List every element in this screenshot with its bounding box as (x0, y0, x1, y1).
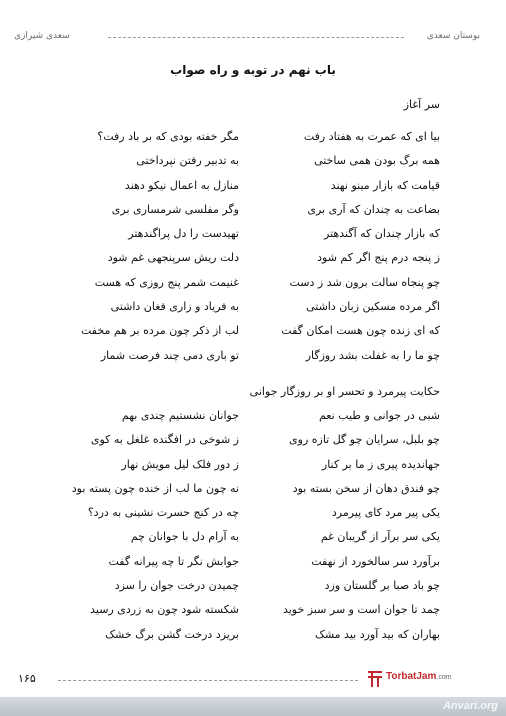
first-hemistich: بهاران که بید آورد بید مشک (315, 627, 440, 641)
verse-line (0, 251, 506, 275)
logo-mark-icon (366, 668, 384, 688)
chapter-title: باب نهم در توبه و راه صواب (170, 63, 336, 77)
second-hemistich: نه چون ما لب از خنده چون پسته بود (71, 481, 239, 495)
first-hemistich: بیا ای که عمرت به هفتاد رفت (303, 130, 440, 143)
second-hemistich: لب از ذکر چون مرده بر هم مخفت (81, 324, 239, 338)
verse-line (0, 300, 506, 324)
second-hemistich: منازل به اعمال نیکو دهند (124, 178, 239, 192)
first-hemistich: چو فندق دهان از سخن بسته بود (292, 481, 440, 495)
verse-line (0, 227, 506, 251)
header-author: سعدی شیرازی (14, 31, 70, 41)
first-hemistich: چو ما را به غفلت بشد روزگار (305, 348, 440, 362)
verse-line (0, 130, 506, 154)
second-hemistich: به آرام دل با جوانان چم (130, 530, 239, 544)
page-number: ۱۶۵ (18, 672, 36, 685)
footer-divider (58, 680, 358, 681)
bottom-band (0, 697, 506, 716)
verse-list-story (0, 409, 506, 652)
section-heading-story: حکایت پیرمرد و تحسر او بر روزگار جوانی (249, 385, 440, 398)
site-logo[interactable] (366, 668, 476, 688)
second-hemistich: غنیمت شمر پنج روزی که هست (94, 275, 239, 289)
second-hemistich: شکسته شود چون به زردی رسید (90, 603, 239, 617)
second-hemistich: جوانان نشستیم چندی بهم (121, 409, 239, 422)
first-hemistich: جهاندیده پیری ز ما بر کنار (321, 457, 440, 471)
first-hemistich: که بازار چندان که آگندهتر (324, 227, 440, 241)
second-hemistich: به فریاد و زاری فغان داشتی (110, 300, 239, 314)
first-hemistich: چو بلبل، سرایان چو گل تازه روی (289, 433, 440, 447)
second-hemistich: دلت ریش سرپنجهی غم شود (107, 251, 239, 265)
first-hemistich: چمد تا جوان است و سر سبز خوید (282, 603, 440, 617)
verse-list-intro (0, 130, 506, 373)
verse-line (0, 628, 506, 652)
first-hemistich: برآورد سر سالخورد از نهفت (311, 554, 440, 568)
section-heading-intro: سر آغاز (403, 98, 440, 111)
verse-line (0, 154, 506, 178)
first-hemistich: که ای زنده چون هست امکان گفت (281, 324, 440, 338)
second-hemistich: تو باری دمی چند فرصت شمار (100, 348, 239, 362)
header-book-title: بوستان سعدی (426, 31, 480, 41)
verse-line (0, 530, 506, 554)
second-hemistich: چمیدن درخت جوان را سزد (114, 579, 239, 593)
verse-line (0, 409, 506, 433)
verse-line (0, 482, 506, 506)
first-hemistich: بضاعت به چندان که آری بری (307, 202, 440, 216)
second-hemistich: تهیدست را دل پراگندهتر (128, 227, 239, 241)
header-divider (108, 37, 404, 38)
first-hemistich: همه برگ بودن همی ساختی (314, 154, 440, 168)
verse-line (0, 203, 506, 227)
first-hemistich: یکی سر برآر از گریبان غم (320, 530, 440, 544)
verse-line (0, 349, 506, 373)
verse-line (0, 458, 506, 482)
first-hemistich: ز پنجه درم پنج اگر کم شود (317, 251, 440, 265)
second-hemistich: ز دور فلک لیل مویش نهار (121, 457, 239, 471)
first-hemistich: چو پنجاه سالت برون شد ز دست (289, 275, 440, 289)
verse-line (0, 603, 506, 627)
first-hemistich: یکی پیر مرد کای پیرمرد (331, 506, 440, 520)
logo-text: TorbatJam.com (386, 671, 452, 682)
second-hemistich: وگر مفلسی شرمساری بری (111, 202, 239, 216)
verse-line (0, 555, 506, 579)
second-hemistich: بریزد درخت گشن برگ خشک (105, 627, 239, 641)
second-hemistich: مگر خفته بودی که بر باد رفت؟ (97, 130, 239, 143)
verse-line (0, 433, 506, 457)
verse-line (0, 179, 506, 203)
first-hemistich: قیامت که بازار مینو نهند (330, 178, 440, 192)
second-hemistich: به تدبیر رفتن نپرداختی (136, 154, 239, 168)
verse-line (0, 579, 506, 603)
second-hemistich: جوابش نگر تا چه پیرانه گفت (108, 554, 239, 568)
first-hemistich: چو باد صبا بر گلستان وزد (324, 579, 440, 593)
first-hemistich: اگر مرده مسکین زبان داشتی (306, 300, 440, 314)
second-hemistich: چه در کنج حسرت نشینی به درد؟ (87, 506, 239, 520)
verse-line (0, 324, 506, 348)
watermark: Anvari.org (442, 700, 498, 712)
first-hemistich: شبی در جوانی و طیب نعم (318, 409, 440, 422)
second-hemistich: ز شوخی در افگنده غلغل به کوی (90, 433, 239, 447)
verse-line (0, 276, 506, 300)
verse-line (0, 506, 506, 530)
